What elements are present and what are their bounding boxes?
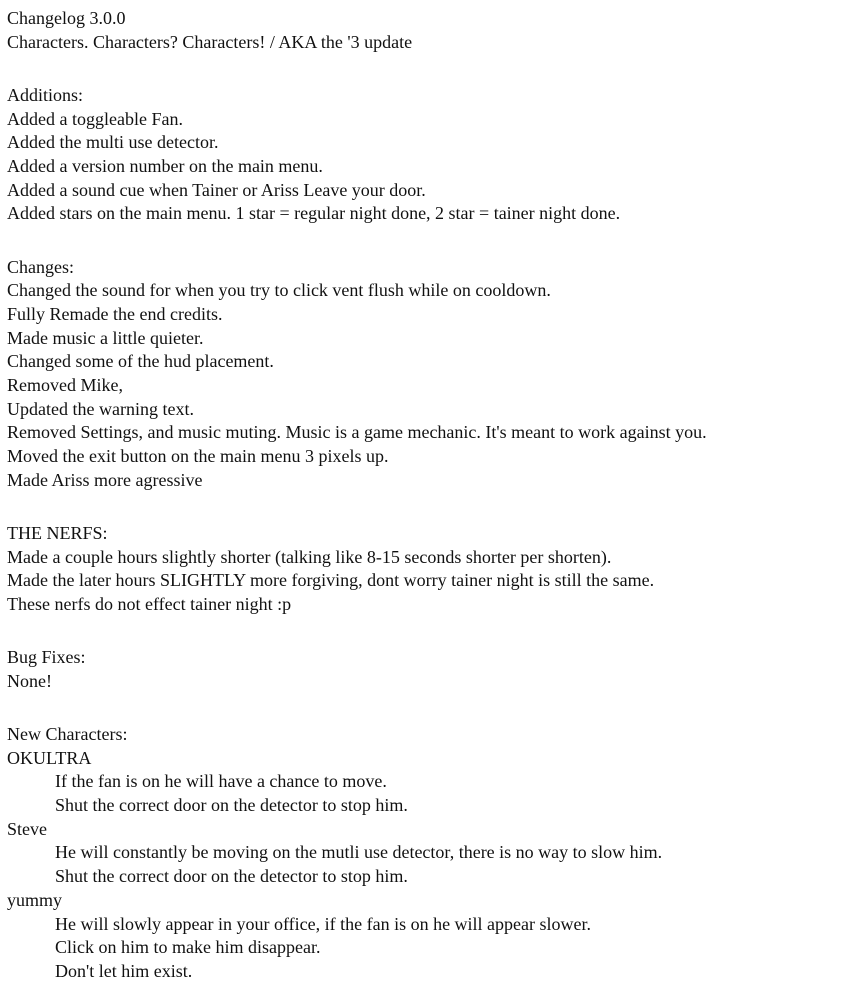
character-note: If the fan is on he will have a chance to move.: [55, 771, 387, 792]
character-note: Click on him to make him disappear.: [55, 937, 321, 958]
changes-item: Removed Settings, and music muting. Music is a game mechanic. It's meant to work against you.: [7, 422, 707, 443]
changes-item: Changed some of the hud placement.: [7, 351, 274, 372]
changes-item: Fully Remade the end credits.: [7, 303, 223, 324]
character-entry-okultra: [7, 747, 837, 818]
changelog-document: [7, 7, 837, 984]
changes-item: Made Ariss more agressive: [7, 469, 203, 490]
new-characters-heading: New Characters:: [7, 724, 128, 744]
nerfs-section: [7, 522, 837, 617]
additions-item: Added a toggleable Fan.: [7, 108, 183, 129]
character-note: Don't let him exist.: [55, 960, 193, 981]
changes-section: [7, 256, 837, 493]
additions-item: Added a version number on the main menu.: [7, 155, 323, 176]
changelog-subtitle: Characters. Characters? Characters! / AKA the '3 update: [7, 31, 413, 52]
section-spacer: [7, 617, 837, 647]
character-entry-steve: [7, 818, 837, 889]
additions-item: Added the multi use detector.: [7, 132, 219, 153]
changes-heading: Changes:: [7, 256, 74, 277]
additions-section: [7, 84, 837, 226]
changelog-title: Changelog 3.0.0: [7, 8, 126, 28]
character-note: Shut the correct door on the detector to stop him.: [55, 795, 408, 816]
bug-fixes-heading: Bug Fixes:: [7, 647, 86, 668]
character-note: He will slowly appear in your office, if the fan is on he will appear slower.: [55, 913, 592, 934]
character-name: OKULTRA: [7, 747, 92, 768]
character-entry-yummy: [7, 889, 837, 984]
character-note: He will constantly be moving on the mutli use detector, there is no way to slow him.: [55, 842, 663, 863]
nerfs-item: These nerfs do not effect tainer night :p: [7, 593, 292, 614]
changes-item: Changed the sound for when you try to click vent flush while on cooldown.: [7, 280, 551, 301]
nerfs-heading: THE NERFS:: [7, 522, 108, 543]
new-characters-section: [7, 723, 837, 984]
character-note: Shut the correct door on the detector to stop him.: [55, 866, 408, 887]
section-spacer: [7, 492, 837, 522]
bug-fixes-section: [7, 646, 837, 693]
additions-item: Added a sound cue when Tainer or Ariss Leave your door.: [7, 179, 426, 200]
bug-fixes-item: None!: [7, 670, 52, 691]
additions-item: Added stars on the main menu. 1 star = regular night done, 2 star = tainer night done.: [7, 203, 621, 224]
changes-item: Moved the exit button on the main menu 3 pixels up.: [7, 446, 389, 466]
additions-heading: Additions:: [7, 84, 84, 105]
character-name: yummy: [7, 889, 63, 910]
nerfs-item: Made a couple hours slightly shorter (talking like 8-15 seconds shorter per shorten).: [7, 546, 612, 567]
section-spacer: [7, 54, 837, 84]
character-name: Steve: [7, 818, 47, 839]
changes-item: Removed Mike,: [7, 374, 123, 395]
nerfs-item: Made the later hours SLIGHTLY more forgiving, dont worry tainer night is still the same.: [7, 570, 655, 591]
section-spacer: [7, 226, 837, 256]
changes-item: Updated the warning text.: [7, 398, 194, 419]
changes-item: Made music a little quieter.: [7, 327, 204, 348]
section-spacer: [7, 694, 837, 724]
